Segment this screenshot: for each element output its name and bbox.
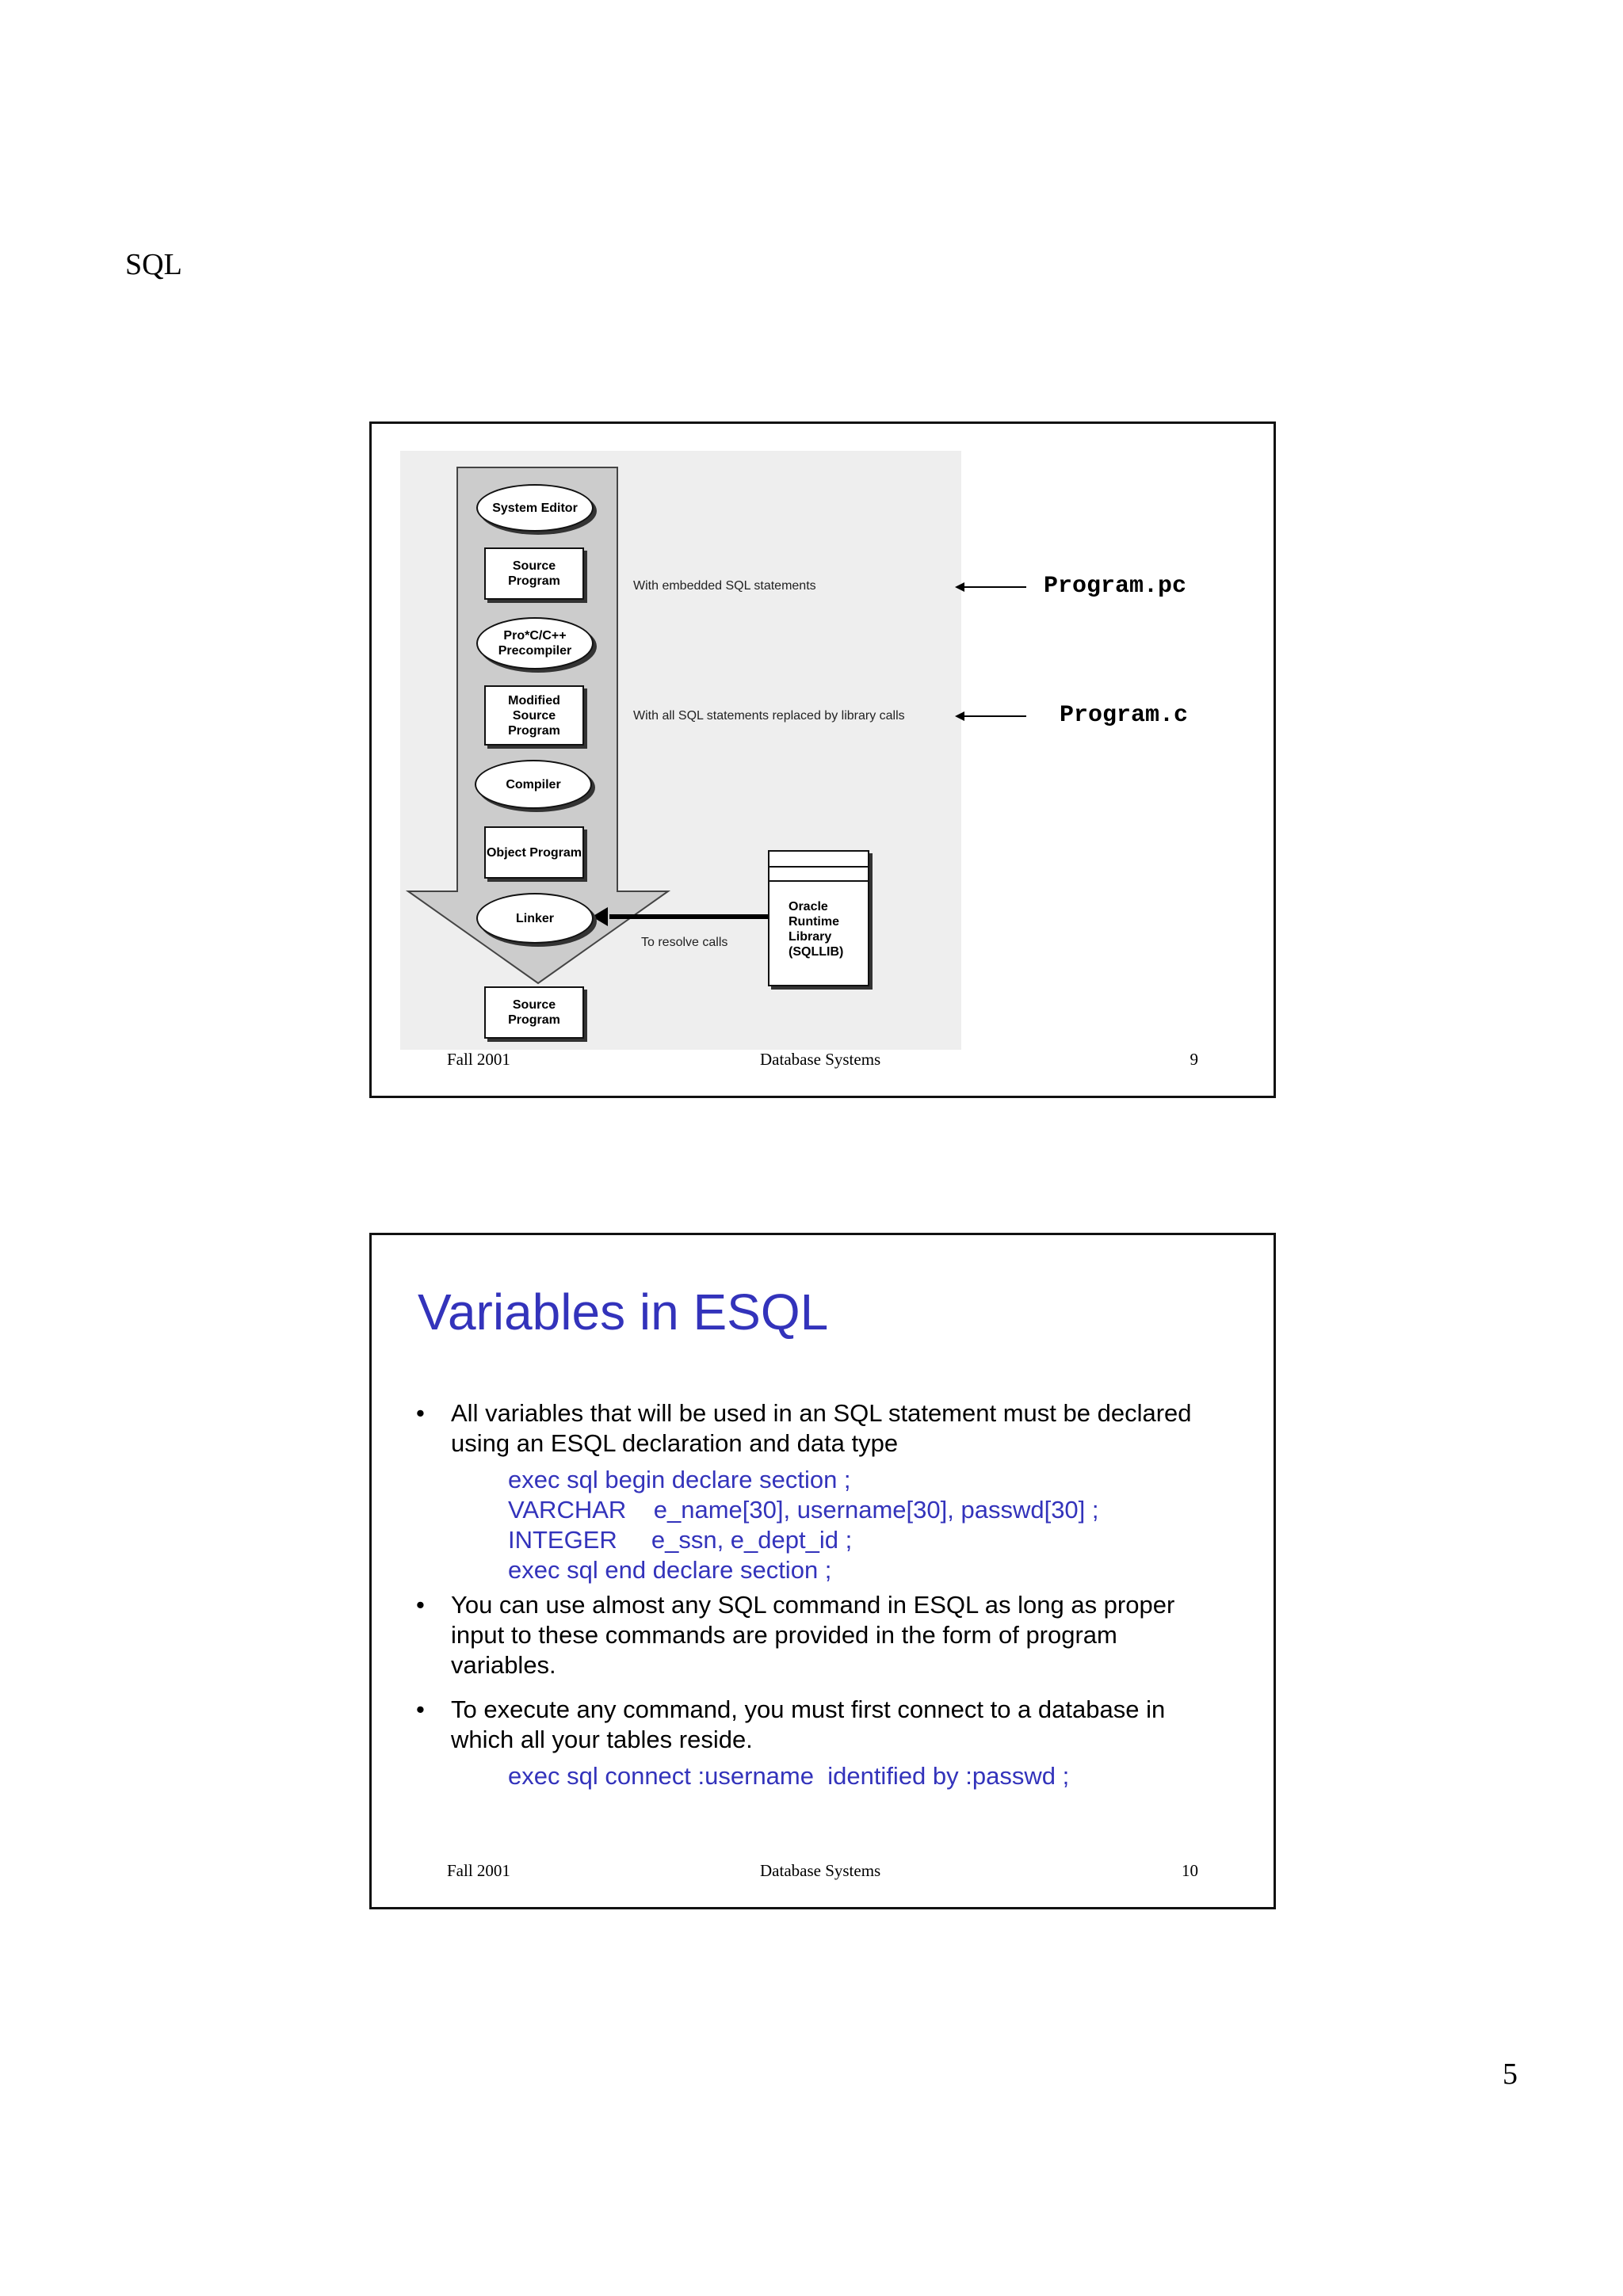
bullet-text-line: input to these commands are provided in the form of program	[451, 1621, 1117, 1649]
stage-precompiler: Pro*C/C++ Precompiler	[476, 617, 594, 669]
bullet-text-line: which all your tables reside.	[451, 1726, 753, 1753]
footer-date: Fall 2001	[447, 1861, 510, 1880]
code-line: INTEGER e_ssn, e_dept_id ;	[508, 1526, 853, 1554]
bullet-symbol: •	[416, 1399, 425, 1427]
footer-slide-number: 10	[1182, 1861, 1198, 1880]
page-number: 5	[1503, 2058, 1518, 2091]
footer-slide-number: 9	[1190, 1050, 1198, 1069]
code-line: exec sql end declare section ;	[508, 1556, 832, 1584]
bullet-text-line: All variables that will be used in an SQL statement must be declared	[451, 1399, 1192, 1427]
bullet-text-line: variables.	[451, 1651, 556, 1679]
note-replaced: With all SQL statements replaced by library calls	[633, 709, 905, 723]
note-resolve: To resolve calls	[641, 936, 728, 949]
stage-linker: Linker	[476, 893, 594, 944]
bullet-text-line: using an ESQL declaration and data type	[451, 1429, 899, 1457]
stage-object-program: Object Program	[484, 826, 584, 879]
bullet-text-line: You can use almost any SQL command in ESQL as long as proper	[451, 1591, 1175, 1619]
code-line: VARCHAR e_name[30], username[30], passwd[30] ;	[508, 1496, 1099, 1524]
footer-course: Database Systems	[760, 1861, 881, 1880]
slide-10	[369, 1233, 1276, 1909]
slide-9	[369, 421, 1276, 1098]
slide-title: Variables in ESQL	[418, 1283, 829, 1341]
library-label: Oracle Runtime Library (SQLLIB)	[789, 900, 844, 959]
stage-system-editor: System Editor	[476, 484, 594, 532]
stage-source-program: Source Program	[484, 547, 584, 600]
oracle-runtime-library	[768, 850, 869, 986]
code-line-connect: exec sql connect :username identified by :passwd ;	[508, 1762, 1070, 1790]
bullet-symbol: •	[416, 1695, 425, 1723]
stage-modified-source-program: Modified Source Program	[484, 685, 584, 746]
file-label-pc: Program.pc	[1044, 573, 1187, 600]
header-title: SQL	[125, 248, 182, 281]
c-pointer-head	[955, 711, 964, 721]
bullet-symbol: •	[416, 1591, 425, 1619]
note-embedded: With embedded SQL statements	[633, 579, 816, 593]
code-line: exec sql begin declare section ;	[508, 1466, 851, 1493]
file-label-c: Program.c	[1060, 702, 1189, 729]
footer-date: Fall 2001	[447, 1050, 510, 1069]
stage-compiler: Compiler	[475, 760, 592, 809]
footer-course: Database Systems	[760, 1050, 881, 1069]
pc-pointer-head	[955, 582, 964, 592]
bullet-text-line: To execute any command, you must first connect to a database in	[451, 1695, 1166, 1723]
stage-output-program: Source Program	[484, 986, 584, 1039]
